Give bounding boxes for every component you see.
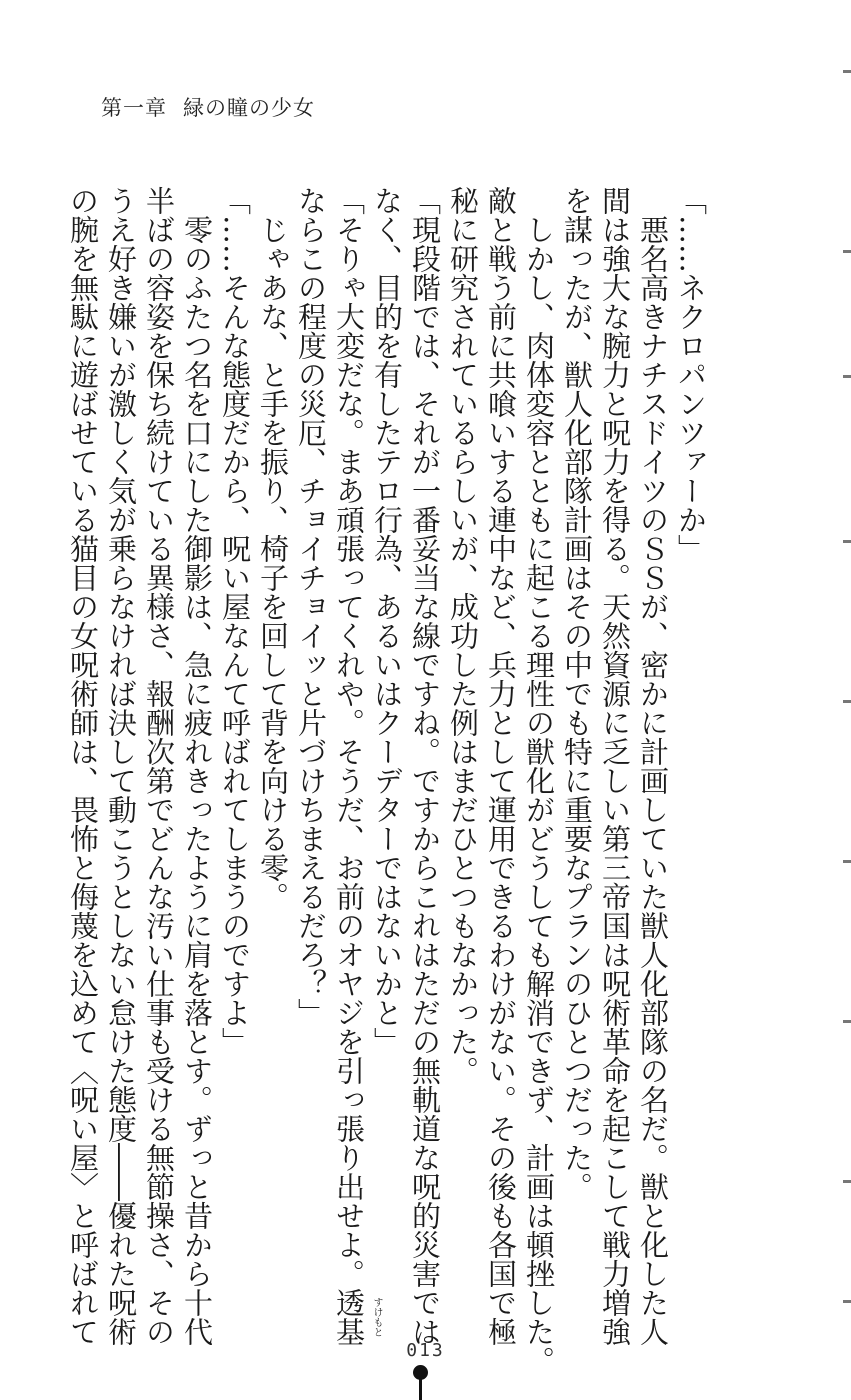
ruby-reading: すけもと — [371, 1297, 382, 1337]
text-line-8: 「現段階では、それが一番妥当な線ですね。ですからこれはただの無軌道な呪的災害では — [408, 186, 442, 1346]
text-line-5: しかし、肉体変容とともに起こる理性の獣化がどうしても解消できず、計画は頓挫した。 — [522, 186, 556, 1375]
text-line-11: ならこの程度の災厄、チョイチョイッと片づけちまえるだろ？」 — [294, 186, 328, 1027]
text-line-12: じゃあな、と手を振り、椅子を回して背を向ける零。 — [256, 186, 290, 911]
text-line-10 — [330, 186, 382, 1346]
chapter-number: 第一章 — [101, 96, 167, 120]
edge-mark — [843, 1180, 851, 1183]
running-header — [101, 92, 315, 122]
text-line-14: 零のふたつ名を口にした御影は、急に疲れきったように肩を落とす。ずっと昔から十代 — [180, 186, 214, 1346]
text-line-4: を謀ったが、獣人化部隊計画はその中でも特に重要なプランのひとつだった。 — [560, 186, 594, 1201]
folio-line-ornament — [419, 1378, 422, 1400]
ruby-base-text: 透基 — [332, 1288, 366, 1346]
chapter-title: 緑の瞳の少女 — [183, 96, 315, 120]
edge-mark — [843, 70, 851, 73]
ruby-name — [330, 1288, 382, 1346]
text-line-13: 「……そんな態度だから、呪い屋なんて呼ばれてしまうのですよ」 — [218, 186, 252, 1056]
text-line-6: 敵と戦う前に共喰いする連中など、兵力として運用できるわけがない。その後も各国で極 — [484, 186, 518, 1346]
edge-mark — [843, 375, 851, 378]
text-line-10-main: 「そりゃ大変だな。まあ頑張ってくれや。そうだ、お前のオヤジを引っ張り出せよ。 — [332, 186, 366, 1288]
edge-mark — [843, 860, 851, 863]
text-line-2: 悪名高きナチスドイツのＳＳが、密かに計画していた獣人化部隊の名だ。獣と化した人 — [636, 186, 670, 1346]
text-line-17: の腕を無駄に遊ばせている猫目の女呪術師は、畏怖と侮蔑を込めて〈呪い屋〉と呼ばれて — [66, 186, 100, 1346]
edge-mark — [843, 1300, 851, 1303]
edge-mark — [843, 1020, 851, 1023]
text-line-15: 半ばの容姿を保ち続けている異様さ、報酬次第でどんな汚い仕事も受ける無節操さ、その — [142, 186, 176, 1346]
text-line-1: 「……ネクロパンツァーか」 — [674, 186, 708, 563]
text-line-7: 秘に研究されているらしいが、成功した例はまだひとつもなかった。 — [446, 186, 480, 1085]
text-line-9: なく、目的を有したテロ行為、あるいはクーデターではないかと」 — [370, 186, 404, 1056]
page-number: 013 — [406, 1340, 445, 1361]
edge-mark — [843, 700, 851, 703]
text-line-3: 間は強大な腕力と呪力を得る。天然資源に乏しい第三帝国は呪術革命を起こして戦力増強 — [598, 186, 632, 1346]
edge-mark — [843, 540, 851, 543]
edge-mark — [843, 250, 851, 253]
text-line-16: うえ好き嫌いが激しく気が乗らなければ決して動こうとしない怠けた態度――優れた呪術 — [104, 186, 138, 1346]
